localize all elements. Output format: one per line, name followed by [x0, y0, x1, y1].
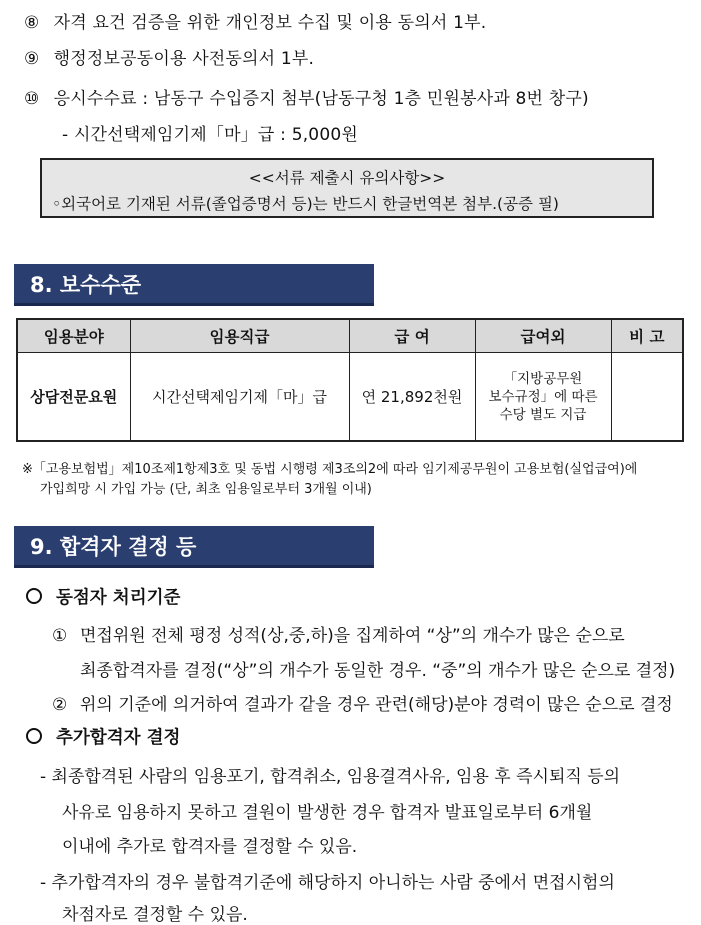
additional-p1-line3: 이내에 추가로 합격자를 결정할 수 있음. [62, 837, 358, 857]
doc-number: ⑨ [24, 49, 40, 69]
extra-line: 「지방공무원 [503, 370, 583, 387]
item-number: ② [52, 695, 68, 715]
doc-item-8 [24, 8, 486, 33]
section-heading-salary: 8. 보수수준 [14, 264, 374, 306]
submission-notice-box [40, 158, 654, 218]
header-extra: 급여외 [475, 319, 611, 353]
header-field: 임용분야 [17, 319, 130, 353]
doc-number: ⑩ [24, 89, 40, 109]
salary-table [16, 318, 684, 442]
cell-field: 상담전문요원 [17, 353, 130, 442]
doc-item-9 [24, 44, 314, 69]
circle-bullet-icon [26, 588, 42, 604]
additional-heading [26, 724, 180, 749]
header-grade: 임용직급 [130, 319, 349, 353]
additional-p1-line2: 사유로 임용하지 못하고 결원이 발생한 경우 합격자 발표일로부터 6개월 [62, 803, 593, 823]
additional-heading-text: 추가합격자 결정 [56, 728, 181, 748]
footnote-line: 가입희망 시 가입 가능 (단, 최초 임용일로부터 3개월 이내) [40, 482, 372, 497]
header-salary: 급 여 [349, 319, 475, 353]
cell-note [611, 353, 683, 442]
cell-grade: 시간선택제임기제「마」급 [130, 353, 349, 442]
table-header-row [17, 319, 683, 353]
notice-body: ◦외국어로 기재된 서류(졸업증명서 등)는 반드시 한글번역본 첨부.(공증 필) [52, 195, 559, 213]
doc-item-10 [24, 84, 589, 109]
tie-item-1-line2: 최종합격자를 결정(“상”의 개수가 동일한 경우. “중”의 개수가 많은 순으로 결정) [80, 661, 676, 681]
tie-heading [26, 584, 180, 609]
additional-p1-line1: - 최종합격된 사람의 임용포기, 합격취소, 임용결격사유, 임용 후 즉시퇴직 등의 [40, 767, 621, 787]
table-row [17, 353, 683, 442]
tie-item-2 [52, 690, 673, 715]
additional-p2-line1: - 추가합격자의 경우 불합격기준에 해당하지 아니하는 사람 중에서 면접시험의 [40, 873, 615, 893]
extra-line: 수당 별도 지급 [499, 406, 587, 423]
header-note: 비 고 [611, 319, 683, 353]
doc-text: 자격 요건 검증을 위한 개인정보 수집 및 이용 동의서 1부. [53, 13, 487, 33]
additional-p2-line2: 차점자로 결정할 수 있음. [62, 905, 248, 925]
fee-detail: - 시간선택제임기제「마」급 : 5,000원 [62, 125, 358, 145]
extra-line: 보수규정」에 따른 [488, 388, 598, 405]
item-text: 위의 기준에 의거하여 결과가 같을 경우 관련(해당)분야 경력이 많은 순으로 결정 [80, 695, 673, 715]
section-heading-pass-decision: 9. 합격자 결정 등 [14, 526, 374, 568]
notice-title: <<서류 제출시 유의사항>> [248, 169, 446, 187]
footnote-line: ※「고용보험법」제10조제1항제3호 및 동법 시행령 제3조의2에 따라 임기제공무원이 고용보험(실업급여)에 [22, 462, 638, 477]
circle-bullet-icon [26, 728, 42, 744]
cell-extra [475, 353, 611, 442]
doc-text: 응시수수료 : 남동구 수입증지 첨부(남동구청 1층 민원봉사과 8번 창구) [53, 89, 589, 109]
item-number: ① [52, 626, 68, 646]
doc-number: ⑧ [24, 13, 40, 33]
doc-text: 행정정보공동이용 사전동의서 1부. [53, 49, 315, 69]
item-text: 면접위원 전체 평정 성적(상,중,하)을 집계하여 “상”의 개수가 많은 순으로 [80, 626, 625, 646]
cell-salary: 연 21,892천원 [349, 353, 475, 442]
tie-heading-text: 동점자 처리기준 [56, 588, 181, 608]
tie-item-1-line1 [52, 621, 625, 646]
